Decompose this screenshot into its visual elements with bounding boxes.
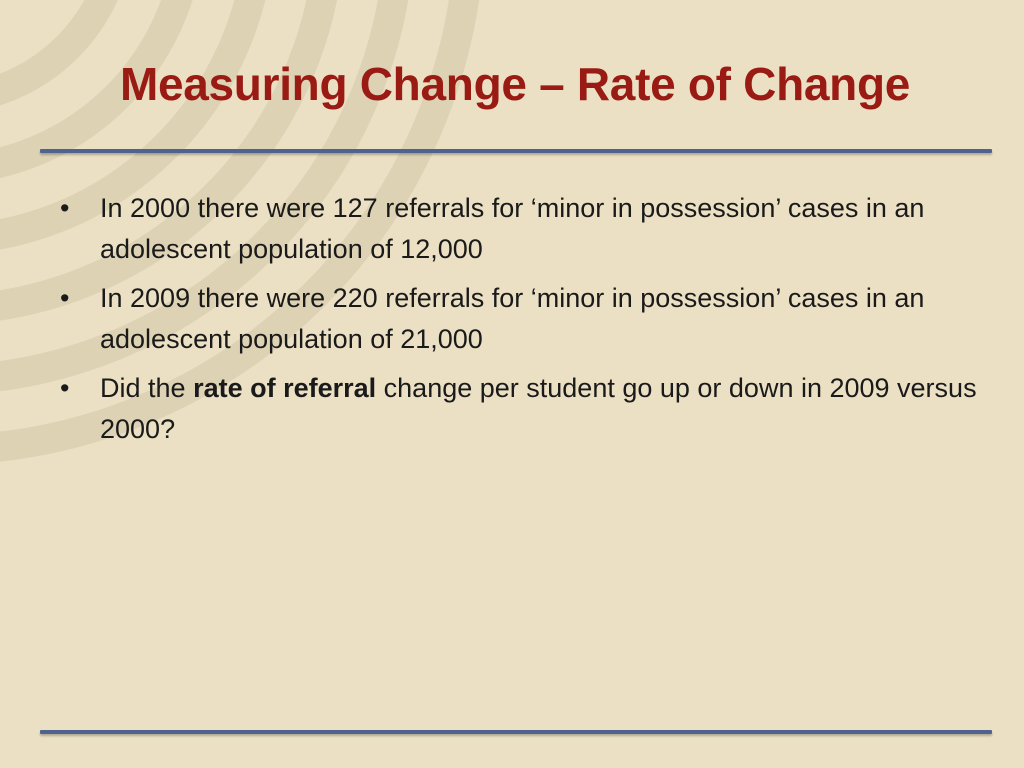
bullet-marker: •: [60, 373, 70, 403]
bullet-list: [58, 188, 978, 458]
bullet-emphasis: rate of referral: [193, 373, 377, 403]
slide-title: Measuring Change – Rate of Change: [119, 58, 911, 110]
bullet-marker: •: [60, 283, 70, 313]
bullet-text: In 2009 there were 220 referrals for ‘minor in possession’ cases in an adolescent population of 21,000: [100, 283, 925, 354]
bullet-marker: •: [60, 193, 70, 223]
bullet-text: In 2000 there were 127 referrals for ‘minor in possession’ cases in an adolescent population of 12,000: [100, 193, 925, 264]
bullet-item: [58, 188, 978, 270]
bullet-text-pre: Did the: [100, 373, 194, 403]
bullet-text-post: change per student go up or down in 2009 versus 2000?: [100, 373, 977, 444]
top-divider: [40, 149, 992, 153]
bullet-item: [58, 368, 978, 450]
bullet-item: [58, 278, 978, 360]
bottom-divider: [40, 730, 992, 734]
